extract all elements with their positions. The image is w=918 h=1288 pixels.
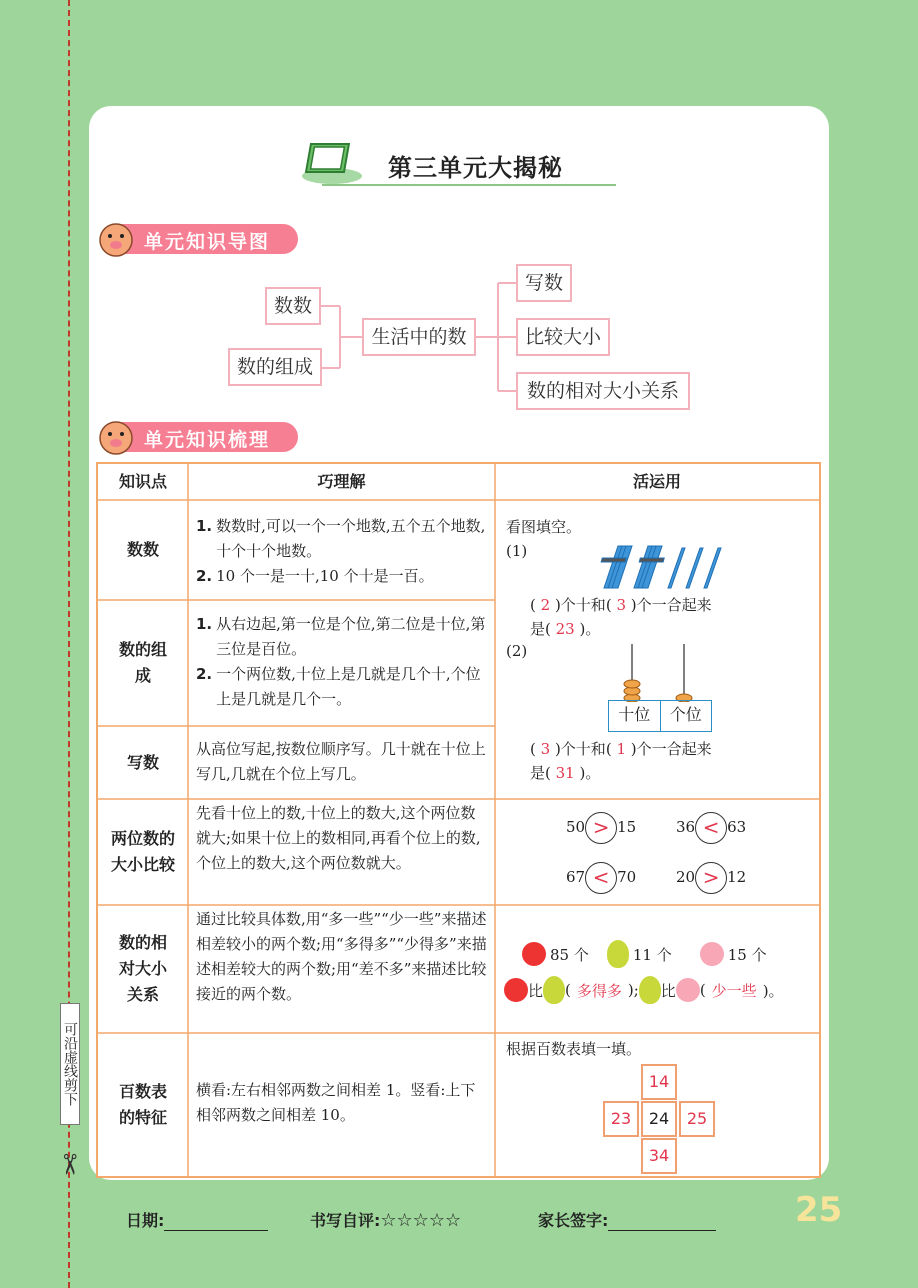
peach-icon (676, 978, 700, 1002)
answer-much-more: 多得多 (576, 981, 622, 1000)
pig-mascot-icon (96, 220, 136, 258)
row-counting-text (196, 514, 490, 589)
footer-date (126, 1208, 268, 1231)
self-eval-label: 书写自评: (310, 1211, 381, 1230)
item-text: 从右边起,第一位是个位,第二位是十位,第三位是百位。 (216, 615, 486, 658)
kp-comparison-label: 两位数的大小比较 (110, 829, 175, 874)
pear-icon (639, 976, 661, 1004)
compare-a: 50 (566, 818, 586, 836)
kp-composition (98, 600, 188, 726)
compare-sign: < (695, 812, 727, 844)
row-comparison-text: 先看十位上的数,十位上的数大,这个两位数就大;如果十位上的数相同,再看个位上的数,个位上的数大,这个两位数就大。 (196, 804, 481, 872)
cut-label: 可沿虚线剪下 (60, 1003, 80, 1125)
stick-bundles-icon (596, 544, 724, 590)
compare-a: 67 (566, 868, 586, 886)
section-title-review: 单元知识梳理 (144, 429, 271, 451)
date-label: 日期: (126, 1211, 165, 1230)
item-text: 一个两位数,十位上是几就是几个十,个位上是几就是几个一。 (216, 665, 481, 708)
item-text: 数数时,可以一个一个地数,五个五个地数,十个十个地数。 (216, 517, 486, 560)
row-composition-text (196, 612, 490, 712)
compare-word: 比 (528, 981, 544, 1000)
footer-parent (538, 1208, 716, 1231)
pig-mascot-icon (96, 418, 136, 456)
compare-2 (676, 812, 746, 844)
text-ones: 个一合起来 (636, 740, 712, 758)
parent-sign-label: 家长签字: (538, 1211, 609, 1230)
compare-1 (566, 812, 636, 844)
compare-b: 63 (727, 818, 747, 836)
text-tens: 个十和 (560, 596, 606, 614)
compare-4 (676, 862, 746, 894)
header-knowledge-point: 知识点 (118, 472, 167, 491)
compare-a: 20 (676, 868, 696, 886)
q1-ones-answer: 3 (616, 596, 626, 614)
text-ones: 个一合起来 (636, 596, 712, 614)
grid-right: 25 (679, 1101, 715, 1137)
title-underline (322, 184, 616, 186)
section-header-review (96, 418, 302, 456)
apply-q2-line1: ( 3 )个十和( 1 )个一合起来 (530, 740, 712, 758)
abacus-icon (608, 644, 698, 702)
abacus-place-labels (608, 700, 712, 732)
compare-3 (566, 862, 636, 894)
q1-total-answer: 23 (555, 620, 575, 638)
apple-icon (522, 942, 546, 966)
parent-sign-line[interactable] (608, 1212, 716, 1231)
fruit-compare: 比 ( 多得多 ); 比 ( 少一些 )。 (504, 976, 784, 1004)
apple-count: 85 个 (550, 945, 589, 964)
apply-q1-label: (1) (506, 542, 528, 560)
tens-place-label: 十位 (609, 701, 661, 731)
book-icon (302, 138, 362, 184)
section-title-map: 单元知识导图 (144, 231, 271, 253)
item-text: 10 个一是一十,10 个十是一百。 (216, 567, 434, 585)
mindmap-node-composition: 数的组成 (228, 348, 322, 386)
date-input-line[interactable] (164, 1212, 268, 1231)
apply-q1-line1: ( 2 )个十和( 3 )个一合起来 (530, 596, 712, 614)
mindmap-node-compare: 比较大小 (516, 318, 610, 356)
compare-b: 70 (617, 868, 637, 886)
answer-a-bit-less: 少一些 (711, 981, 757, 1000)
kp-composition-label: 数的组成 (118, 640, 167, 685)
compare-sign: < (585, 862, 617, 894)
mindmap-node-count: 数数 (265, 287, 321, 325)
kp-relative-label: 数的相对大小关系 (118, 933, 167, 1004)
grid-top: 14 (641, 1064, 677, 1100)
apply-intro: 看图填空。 (506, 518, 582, 536)
apply-q2-label: (2) (506, 642, 528, 660)
item-number: 1. (196, 517, 213, 535)
q2-ones-answer: 1 (616, 740, 626, 758)
kp-counting: 数数 (126, 540, 159, 559)
apply-q2-line2: 是( 31 )。 (530, 764, 601, 782)
star-rating-icon[interactable]: ☆☆☆☆☆ (380, 1210, 462, 1231)
pear-icon (607, 940, 629, 968)
scissors-icon: ✂ (53, 1152, 87, 1177)
compare-b: 12 (727, 868, 747, 886)
footer-self-eval (310, 1208, 461, 1231)
kp-comparison (98, 799, 188, 905)
apple-icon (504, 978, 528, 1002)
page-title: 第三单元大揭秘 (388, 153, 563, 182)
page-title-block (296, 132, 626, 194)
q1-tens-answer: 2 (540, 596, 551, 614)
grid-bottom: 34 (641, 1138, 677, 1174)
apply-q1-line2: 是( 23 )。 (530, 620, 601, 638)
compare-word: 比 (660, 981, 676, 1000)
row-hundred-text: 横看:左右相邻两数之间相差 1。竖看:上下相邻两数之间相差 10。 (196, 1081, 476, 1124)
kp-relative (98, 905, 188, 1033)
peach-icon (700, 942, 724, 966)
grid-left: 23 (603, 1101, 639, 1137)
grid-center: 24 (641, 1101, 677, 1137)
q2-tens-answer: 3 (540, 740, 551, 758)
compare-sign: > (695, 862, 727, 894)
text-tens: 个十和 (560, 740, 606, 758)
fruit-counts (522, 940, 767, 968)
compare-b: 15 (617, 818, 637, 836)
page-number: 25 (795, 1190, 843, 1230)
kp-writing: 写数 (126, 752, 159, 772)
mindmap-node-write: 写数 (516, 264, 572, 302)
header-understanding: 巧理解 (317, 472, 366, 491)
row-relative-text: 通过比较具体数,用“多一些”“少一些”来描述相差较小的两个数;用“多得多”“少得多”来描述相差较大的两个数;用“差不多”来描述比较接近的两个数。 (196, 910, 487, 1003)
pear-count: 11 个 (632, 945, 672, 964)
section-header-map (96, 220, 302, 258)
item-number: 2. (196, 665, 213, 683)
mindmap-node-relative: 数的相对大小关系 (516, 372, 690, 410)
header-application: 活运用 (632, 472, 681, 491)
row-writing-text: 从高位写起,按数位顺序写。几十就在十位上写几,几就在个位上写几。 (196, 740, 486, 783)
q2-total-answer: 31 (555, 764, 575, 782)
compare-sign: > (585, 812, 617, 844)
kp-hundred-chart (98, 1033, 188, 1176)
compare-a: 36 (676, 818, 696, 836)
kp-hundred-label: 百数表的特征 (118, 1081, 167, 1127)
item-number: 1. (196, 615, 213, 633)
text-is: 是 (530, 764, 546, 782)
pear-icon (543, 976, 565, 1004)
peach-count: 15 个 (727, 945, 767, 964)
mindmap-node-center: 生活中的数 (362, 318, 476, 356)
text-is: 是 (530, 620, 546, 638)
item-number: 2. (196, 567, 213, 585)
hundred-intro: 根据百数表填一填。 (506, 1040, 642, 1058)
ones-place-label: 个位 (669, 705, 702, 724)
knowledge-table (96, 462, 821, 1178)
